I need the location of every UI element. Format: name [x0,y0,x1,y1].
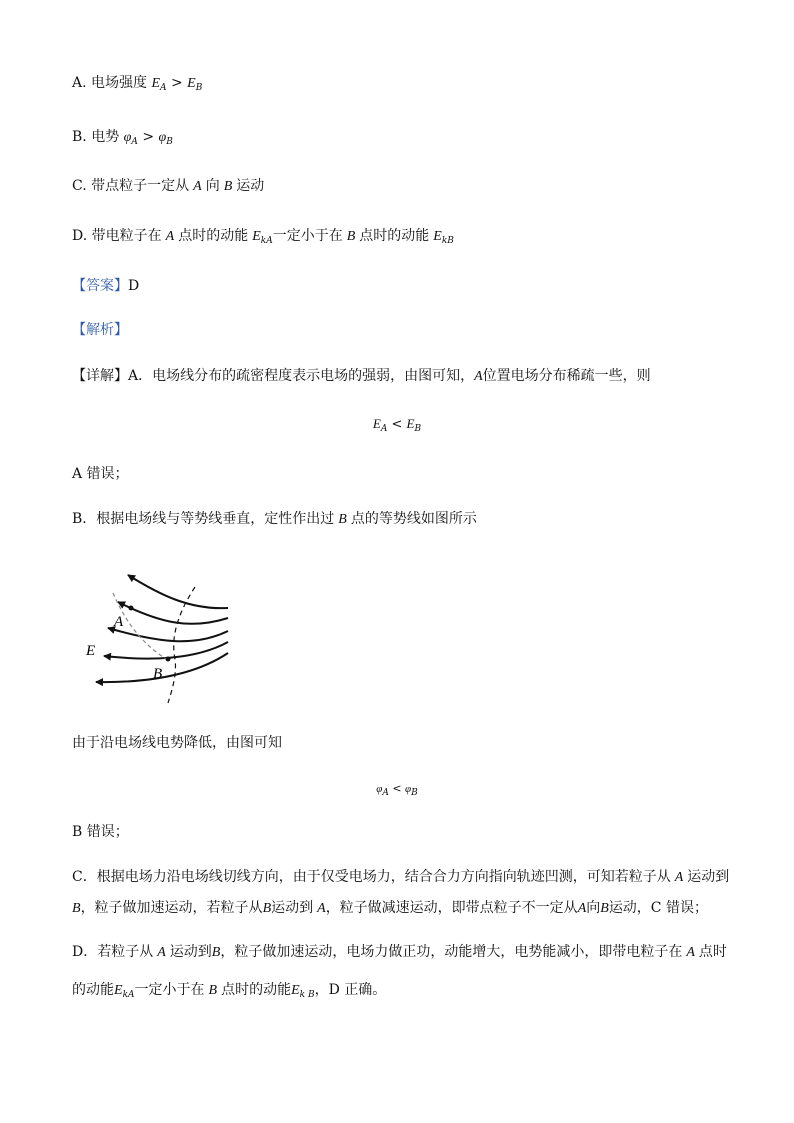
point-label: B [600,901,609,916]
symbol-phi: φ [158,130,167,145]
option-d [72,226,454,251]
detail-text: 点时 [698,944,727,960]
symbol-phi: φ [405,783,412,795]
point-label: B [208,983,218,998]
option-a-label: A. 电场强度 [72,75,148,91]
symbol-e: E [433,229,442,244]
detail-text: 的动能 [72,982,114,998]
field-line [118,602,228,624]
subscript: B [411,788,418,798]
point-label: A [686,945,695,960]
point-label: B [262,901,272,916]
point-label: A [474,369,483,384]
detail-text: B．根据电场线与等势线垂直，定性作出过 [72,511,335,527]
symbol-e: E [252,229,261,244]
point-label: B [338,512,347,527]
detail-a-conclusion [72,464,129,484]
point-label: B [211,945,221,960]
operator: > [137,129,159,145]
point-label: A [165,229,175,244]
detail-text: A 错误； [72,466,129,482]
field-line [108,628,228,641]
detail-c-line-1 [72,867,729,888]
operator: < [387,417,407,432]
subscript: A [382,788,389,798]
detail-b-line [72,509,477,530]
subscript: kA [122,990,135,1000]
operator: < [388,782,406,795]
symbol-e: E [151,76,161,91]
detail-text: 位置电场分布稀疏一些，则 [482,368,651,384]
analysis-label: 【解析】 [72,322,128,338]
symbol-e: E [372,416,381,431]
detail-text: C．根据电场力沿电场线切线方向，由于仅受电场力，结合合力方向指向轨迹凹测，可知若粒子从 [72,869,671,885]
detail-b-conclusion [72,822,129,842]
option-a [72,73,202,98]
option-c-text: C. 带点粒子一定从 [72,178,190,194]
detail-text: 运动到 [169,944,212,960]
symbol-e: E [114,983,123,998]
subscript: A [131,137,138,147]
detail-text: D．若粒子从 [72,944,154,960]
figure-label-b: B [153,666,163,682]
symbol-phi: φ [376,783,383,795]
analysis-heading [72,320,128,340]
option-c [72,176,264,197]
detail-text: 点的等势线如图所示 [350,511,477,527]
option-d-text: D. 带电粒子在 [72,228,162,244]
detail-text: 运动到 [271,900,314,916]
detail-text: ，D 正确。 [314,982,387,998]
detail-text: 向 [586,900,601,916]
detail-c-line-2 [72,898,708,919]
point-label: B [223,179,233,194]
detail-text: A．电场线分布的疏密程度表示电场的强弱，由图可知， [128,368,475,384]
symbol-e: E [291,983,300,998]
subscript: A [160,83,167,93]
detail-text: ，粒子做加速运动，电场力做正功，动能增大，电势能减小，即带电粒子在 [220,944,683,960]
answer-label: 【答案】 [72,278,128,294]
operator: > [166,75,188,91]
subscript: B [414,424,422,434]
option-d-text: 点时的动能 [359,228,430,244]
detail-b-line-2 [72,733,282,753]
detail-text: B 错误； [72,824,129,840]
symbol-e: E [406,416,415,431]
subscript: kA [260,236,273,246]
formula-potential [0,779,794,803]
point-b-dot [166,657,171,662]
detail-text: 由于沿电场线电势降低，由图可知 [72,735,282,751]
figure-label-a: A [114,614,124,630]
option-c-text: 运动 [236,178,265,194]
symbol-e: E [187,76,196,91]
point-label: A [577,901,587,916]
figure-label-e: E [86,643,96,659]
field-line [104,642,228,659]
subscript: B [166,137,173,147]
field-line-figure [80,565,240,705]
point-label: B [346,229,356,244]
detail-text: ，粒子做减速运动，即带点粒子不一定从 [325,900,578,916]
subscript: k B [299,990,315,1000]
option-b [72,127,173,152]
point-label: A [317,901,326,916]
detail-text: ，粒子做加速运动，若粒子从 [80,900,263,916]
point-label: B [72,901,81,916]
detail-text: 点时的动能 [221,982,292,998]
option-d-text: 点时的动能 [178,228,249,244]
answer-value: D [128,278,140,294]
option-b-label: B. 电势 [72,129,120,145]
detail-text: 运动到 [687,869,730,885]
detail-text: 运动，C 错误； [608,900,708,916]
point-label: A [674,870,684,885]
point-a-dot [129,606,134,611]
formula-field-strength [0,414,794,439]
subscript: A [380,424,388,434]
field-line [128,575,228,608]
detail-a-line [72,366,651,387]
detail-d-line-1 [72,942,727,963]
detail-d-line-2 [72,980,386,1005]
detail-text: 一定小于在 [134,982,205,998]
option-c-text: 向 [205,178,220,194]
subscript: kB [441,236,454,246]
detail-label: 【详解】 [72,368,128,384]
point-label: A [193,179,202,194]
answer-line [72,276,139,296]
subscript: B [195,83,203,93]
symbol-phi: φ [123,130,132,145]
option-d-text: 一定小于在 [272,228,343,244]
point-label: A [157,945,166,960]
